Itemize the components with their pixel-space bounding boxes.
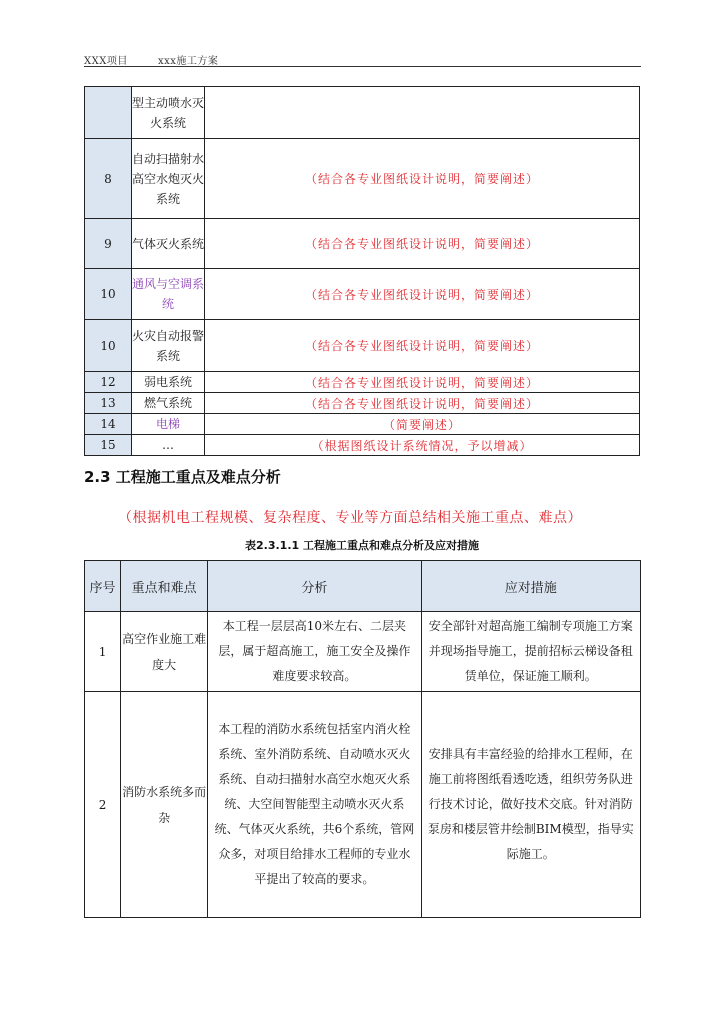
table-caption: 表2.3.1.1 工程施工重点和难点分析及应对措施: [245, 539, 479, 552]
row-analysis: 本工程的消防水系统包括室内消火栓系统、室外消防系统、自动喷水灭火系统、自动扫描射水高空水炮灭火系统、大空间智能型主动喷水灭火系统、气体灭火系统，共6个系统，管网众多，对项目给排水工程师的专业水平提出了较高的要求。: [208, 692, 421, 918]
row-desc: （结合各专业图纸设计说明，简要阐述）: [205, 139, 640, 219]
row-name: …: [132, 435, 205, 456]
row-index: 15: [85, 435, 132, 456]
header-plan: xxx施工方案: [158, 56, 219, 67]
table-row: [85, 435, 640, 456]
row-desc: （结合各专业图纸设计说明，简要阐述）: [205, 269, 640, 320]
row-key: 高空作业施工难度大: [121, 612, 208, 692]
row-seq: 1: [85, 612, 121, 692]
table-header-row: [85, 561, 641, 612]
header-analysis: 分析: [208, 561, 421, 612]
row-index: 9: [85, 219, 132, 269]
row-index: 8: [85, 139, 132, 219]
row-name: 电梯: [132, 414, 205, 435]
table-row: [85, 612, 641, 692]
section-heading: 2.3 工程施工重点及难点分析: [84, 468, 281, 486]
header-seq: 序号: [85, 561, 121, 612]
row-name: 燃气系统: [132, 393, 205, 414]
header-project: XXX项目: [84, 56, 128, 67]
row-index: 10: [85, 269, 132, 320]
row-measures: 安排具有丰富经验的给排水工程师，在施工前将图纸看透吃透，组织劳务队进行技术讨论，做好技术交底。针对消防泵房和楼层管井绘制BIM模型，指导实际施工。: [421, 692, 640, 918]
row-desc: （结合各专业图纸设计说明，简要阐述）: [205, 372, 640, 393]
table-row: [85, 372, 640, 393]
row-desc: （根据图纸设计系统情况，予以增减）: [205, 435, 640, 456]
row-name: 自动扫描射水高空水炮灭火系统: [132, 139, 205, 219]
row-name: 通风与空调系统: [132, 269, 205, 320]
row-index: 14: [85, 414, 132, 435]
page-header: [84, 52, 641, 67]
header-key: 重点和难点: [121, 561, 208, 612]
row-name: 型主动喷水灭火系统: [132, 87, 205, 139]
row-desc: [205, 87, 640, 139]
row-name: 气体灭火系统: [132, 219, 205, 269]
section-note: （根据机电工程规模、复杂程度、专业等方面总结相关施工重点、难点）: [118, 510, 582, 526]
difficulty-table: [84, 560, 641, 918]
row-index: 10: [85, 320, 132, 372]
row-name: 弱电系统: [132, 372, 205, 393]
row-measures: 安全部针对超高施工编制专项施工方案并现场指导施工，提前招标云梯设备租赁单位，保证施工顺利。: [421, 612, 640, 692]
row-desc: （结合各专业图纸设计说明，简要阐述）: [205, 393, 640, 414]
row-seq: 2: [85, 692, 121, 918]
table-row: [85, 393, 640, 414]
table-row: [85, 219, 640, 269]
table-row: [85, 692, 641, 918]
row-key: 消防水系统多而杂: [121, 692, 208, 918]
table-row: [85, 87, 640, 139]
row-desc: （结合各专业图纸设计说明，简要阐述）: [205, 219, 640, 269]
row-index: 13: [85, 393, 132, 414]
table-row: [85, 139, 640, 219]
table-row: [85, 414, 640, 435]
row-desc: （简要阐述）: [205, 414, 640, 435]
table-row: [85, 269, 640, 320]
row-analysis: 本工程一层层高10米左右、二层夹层，属于超高施工，施工安全及操作难度要求较高。: [208, 612, 421, 692]
row-name: 火灾自动报警系统: [132, 320, 205, 372]
row-desc: （结合各专业图纸设计说明，简要阐述）: [205, 320, 640, 372]
header-measures: 应对措施: [421, 561, 640, 612]
row-index: [85, 87, 132, 139]
table-row: [85, 320, 640, 372]
row-index: 12: [85, 372, 132, 393]
systems-table: [84, 86, 640, 456]
